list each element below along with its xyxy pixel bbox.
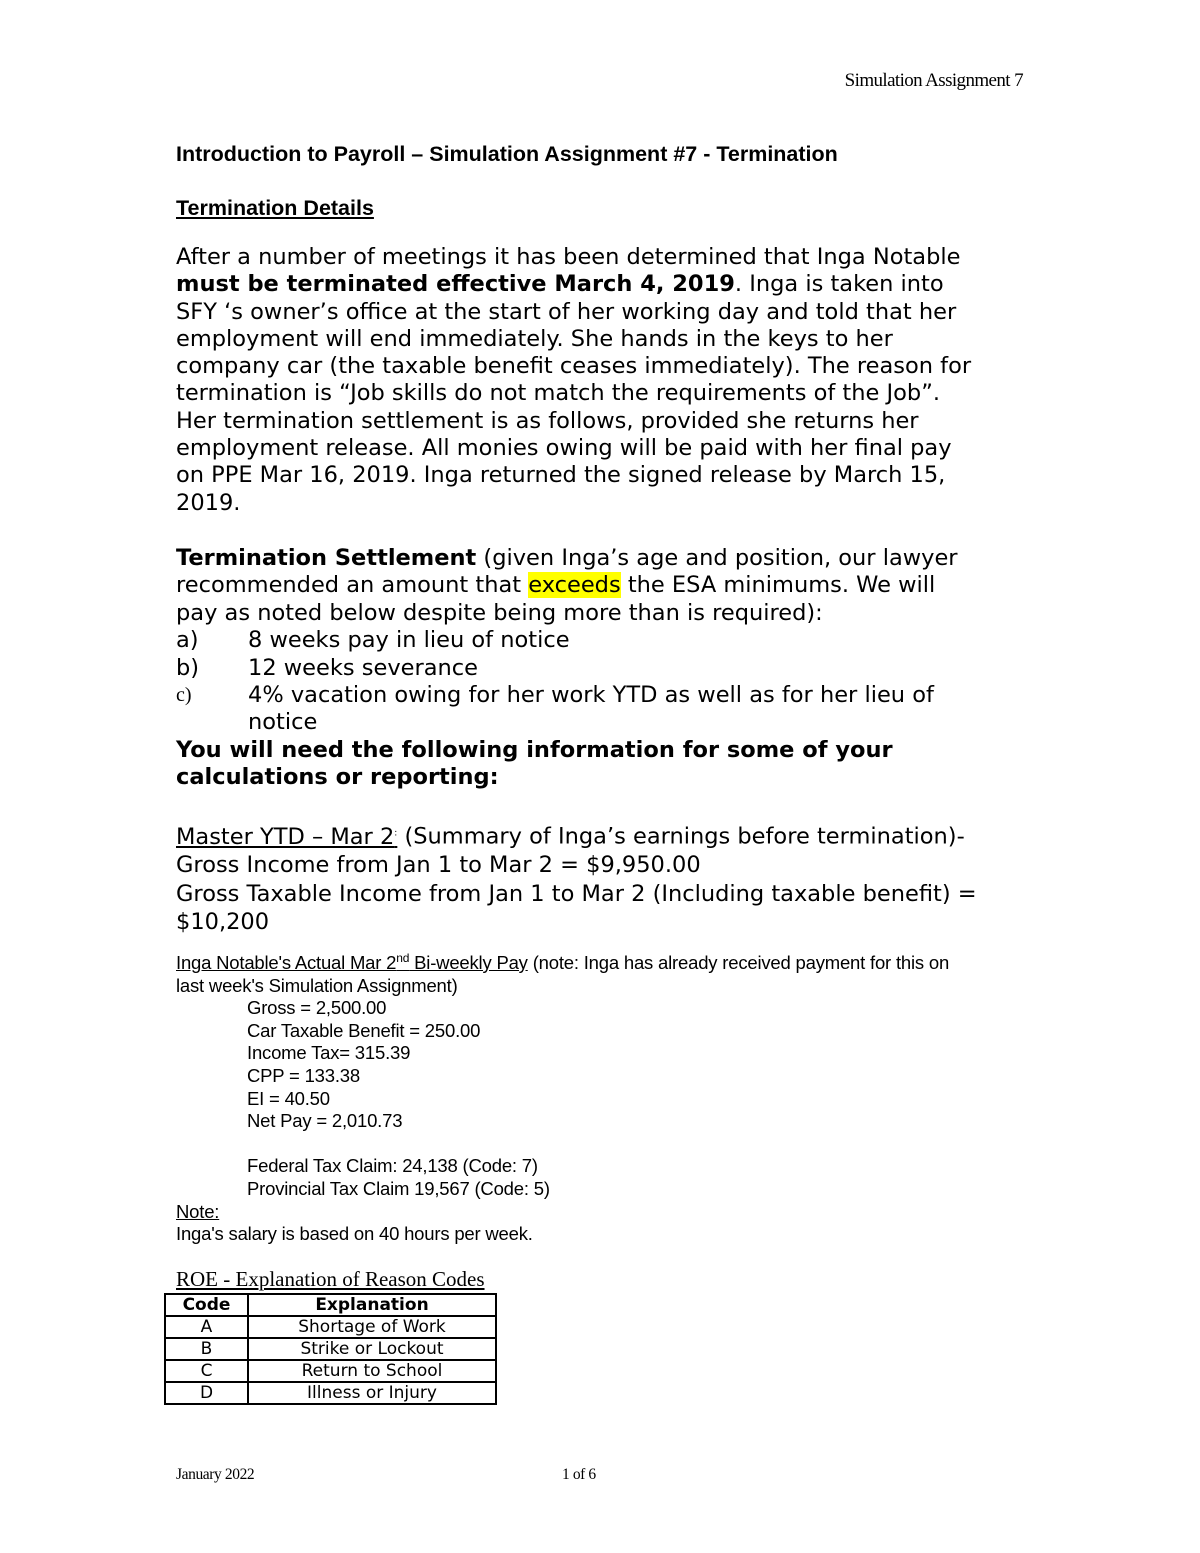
explanation-cell: Shortage of Work	[248, 1316, 496, 1338]
gross-value: Gross = 2,500.00	[247, 997, 387, 1019]
explanation-cell: Strike or Lockout	[248, 1338, 496, 1360]
paragraph-line: 2019.	[176, 489, 241, 516]
paragraph-line: company car (the taxable benefit ceases immediately). The reason for	[176, 353, 972, 380]
ei-value: EI = 40.50	[247, 1087, 330, 1109]
car-benefit-value: Car Taxable Benefit = 250.00	[247, 1019, 481, 1041]
explanation-cell: Return to School	[248, 1360, 496, 1382]
list-marker: a)	[176, 627, 199, 653]
note-label: Note:	[176, 1200, 220, 1222]
list-item-text: 12 weeks severance	[248, 655, 479, 681]
master-ytd-section: Master YTD – Mar 2: (Summary of Inga’s earnings before termination)- Gross Income from Jan 1 to Mar 2 = $9,950.00 Gross Taxable Income from Jan 1 to Mar 2 (Including taxable benefit) = $10,200	[176, 823, 977, 935]
paragraph-line: Her termination settlement is as follows, provided she returns her	[176, 407, 919, 434]
paragraph-line: SFY ‘s owner’s office at the start of her working day and told that her	[176, 298, 957, 325]
net-pay-value: Net Pay = 2,010.73	[247, 1110, 403, 1132]
gross-taxable-value: $10,200	[176, 909, 270, 935]
table-header-row	[165, 1294, 496, 1316]
footer-page-number: 1 of 6	[562, 1466, 596, 1483]
table-row	[165, 1382, 496, 1404]
federal-tax-claim: Federal Tax Claim: 24,138 (Code: 7)	[247, 1155, 538, 1177]
table-row	[165, 1360, 496, 1382]
termination-details-heading: Termination Details	[176, 196, 374, 220]
paragraph-line: must be terminated effective March 4, 2019. Inga is taken into	[176, 271, 944, 298]
code-cell: A	[165, 1316, 248, 1338]
termination-settlement-heading: Termination Settlement	[176, 545, 477, 571]
paragraph-line: on PPE Mar 16, 2019. Inga returned the signed release by March 15,	[176, 462, 946, 489]
list-marker: b)	[176, 655, 200, 681]
note-text: Inga's salary is based on 40 hours per week.	[176, 1223, 533, 1245]
highlighted-word: exceeds	[528, 572, 621, 599]
footer-date: January 2022	[176, 1466, 255, 1483]
roe-reason-codes-table	[164, 1293, 497, 1405]
document-page: Simulation Assignment 7 Introduction to Payroll – Simulation Assignment #7 - Termination Termination Details After a number of meetings it has been determined that Inga Notable must be terminated effective March 4, 2019. Inga is taken into SFY ‘s owner’s office at the start of her working day and told that her employment will end immediately. She hands in the keys to her company car (the taxable benefit ceases immediately). The reason for termination is “Job skills do not match the requirements of the Job”. Her termination settlement is as follows, provided she returns her employment release. All monies owing will be paid with her final pay on PPE Mar 16, 2019. Inga returned the signed release by March 15, 2019. Termination Settlement (given Inga’s age and position, our lawyer recommended an amount that exceeds the ESA minimums. We will pay as noted below despite being more than is required): a) 8 weeks pay in lieu of notice b) 12 weeks severance c) 4% vacation owing for her work YTD as well as for her lieu of notice You will need the following information for some of your calculations or reporting: Master YTD – Mar 2: (Summary of Inga’s earnings before termination)- Gross Income from Jan 1 to Mar 2 = $9,950.00 Gross Taxable Income from Jan 1 to Mar 2 (Including taxable benefit) = $10,200 Inga Notable's Actual Mar 2nd Bi-weekly Pay (note: Inga has already received payment for this on last week's Simulation Assignment) Gross = 2,500.00 Car Taxable Benefit = 250.00 Income Tax= 315.39 CPP = 133.38 EI = 40.50 Net Pay = 2,010.73 Federal Tax Claim: 24,138 (Code: 7) Provincial Tax Claim 19,567 (Code: 5) Note: Inga's salary is based on 40 hours per week. ROE - Explanation of Reason Codes Code Explanation A Shortage of Work B Strike or Lockout C Return to School D Illness or Injury January 2022 1 of 6	[0, 0, 1200, 1553]
list-item-text: 8 weeks pay in lieu of notice	[248, 627, 570, 653]
code-cell: B	[165, 1338, 248, 1360]
actual-pay-section: Inga Notable's Actual Mar 2nd Bi-weekly Pay (note: Inga has already received payment for this on last week's Simulation Assignment) Gross = 2,500.00 Car Taxable Benefit = 250.00 Income Tax= 315.39 CPP = 133.38 EI = 40.50 Net Pay = 2,010.73 Federal Tax Claim: 24,138 (Code: 7) Provincial Tax Claim 19,567 (Code: 5) Note: Inga's salary is based on 40 hours per week.	[176, 951, 950, 1245]
paragraph-line: termination is “Job skills do not match the requirements of the Job”.	[176, 380, 941, 407]
table-row	[165, 1338, 496, 1360]
paragraph-line: employment release. All monies owing will be paid with her final pay	[176, 435, 952, 462]
explanation-cell: Illness or Injury	[248, 1382, 496, 1404]
provincial-tax-claim: Provincial Tax Claim 19,567 (Code: 5)	[247, 1177, 550, 1199]
income-tax-value: Income Tax= 315.39	[247, 1042, 411, 1064]
actual-pay-title: Inga Notable's Actual Mar 2nd Bi-weekly Pay	[176, 951, 528, 973]
effective-date-emphasis: must be terminated effective March 4, 2019	[176, 271, 735, 298]
paragraph-line: employment will end immediately. She hands in the keys to her	[176, 325, 893, 352]
document-title: Introduction to Payroll – Simulation Assignment #7 - Termination	[176, 142, 838, 166]
code-cell: C	[165, 1360, 248, 1382]
running-header: Simulation Assignment 7	[844, 70, 1023, 91]
code-cell: D	[165, 1382, 248, 1404]
list-marker: c)	[176, 684, 192, 706]
cpp-value: CPP = 133.38	[247, 1064, 360, 1086]
table-row	[165, 1316, 496, 1338]
gross-taxable-line: Gross Taxable Income from Jan 1 to Mar 2 (Including taxable benefit) =	[176, 880, 977, 907]
column-header-explanation: Explanation	[248, 1294, 496, 1316]
roe-title: ROE - Explanation of Reason Codes	[176, 1267, 485, 1291]
info-needed-heading: You will need the following information for some of your calculations or reporting:	[176, 737, 893, 791]
termination-settlement-paragraph: Termination Settlement (given Inga’s age and position, our lawyer recommended an amount that exceeds the ESA minimums. We will pay as noted below despite being more than is required):	[176, 545, 958, 626]
paragraph-line: After a number of meetings it has been determined that Inga Notable	[176, 244, 961, 270]
column-header-code: Code	[165, 1294, 248, 1316]
termination-details-paragraph	[176, 244, 971, 517]
gross-income-line: Gross Income from Jan 1 to Mar 2 = $9,950.00	[176, 852, 701, 878]
list-item-text: 4% vacation owing for her work YTD as well as for her lieu of	[248, 682, 934, 708]
master-ytd-label: Master YTD – Mar 2:	[176, 823, 398, 850]
